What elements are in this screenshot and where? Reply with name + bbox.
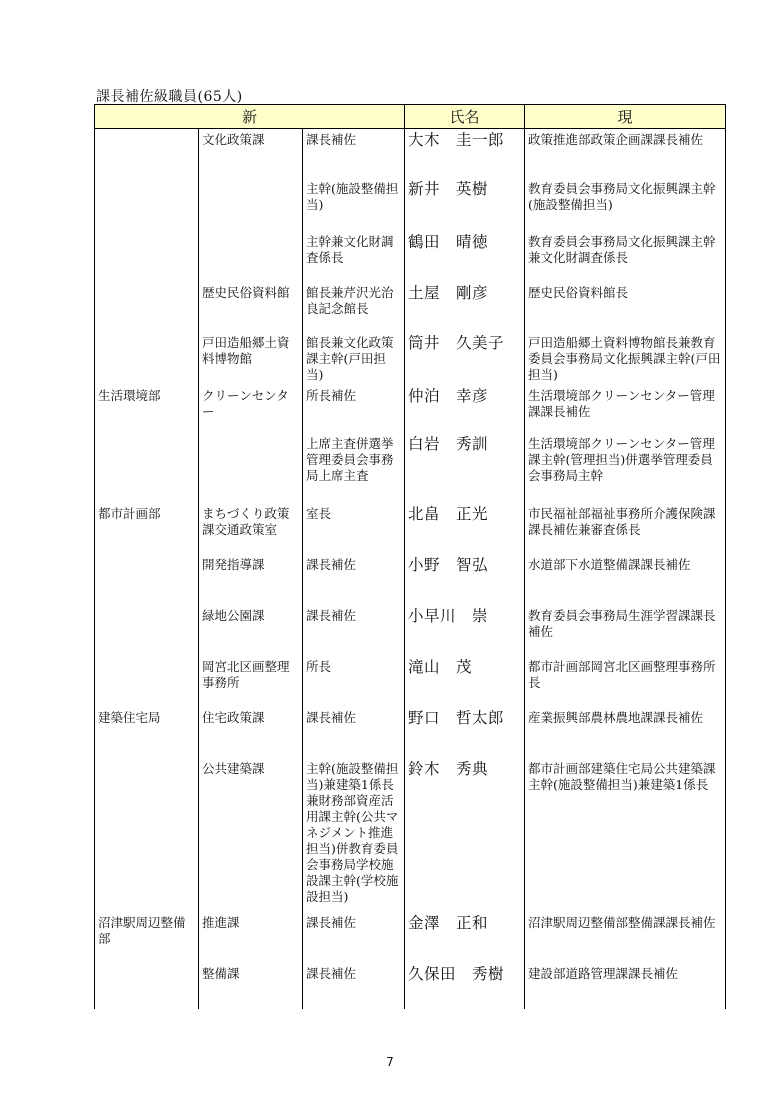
table-row xyxy=(95,758,726,912)
header-name: 氏名 xyxy=(405,105,525,129)
table-row xyxy=(95,178,726,231)
dept-cell: 建築住宅局 xyxy=(95,707,199,758)
name-cell: 小野 智弘 xyxy=(405,554,525,605)
current-post-cell: 都市計画部岡宮北区画整理事務所長 xyxy=(525,656,726,707)
table-row xyxy=(95,332,726,385)
position-cell: 課長補佐 xyxy=(303,912,405,963)
name-cell: 仲泊 幸彦 xyxy=(405,385,525,433)
section-cell: 文化政策課 xyxy=(199,129,303,178)
position-cell: 主幹(施設整備担当) xyxy=(303,178,405,231)
position-cell: 上席主査併選挙管理委員会事務局上席主査 xyxy=(303,433,405,503)
dept-cell xyxy=(95,656,199,707)
dept-cell xyxy=(95,129,199,178)
position-cell: 課長補佐 xyxy=(303,554,405,605)
section-cell: 整備課 xyxy=(199,963,303,1009)
header-new: 新 xyxy=(95,105,405,129)
section-cell xyxy=(199,178,303,231)
header-current: 現 xyxy=(525,105,726,129)
dept-cell xyxy=(95,963,199,1009)
section-cell: 岡宮北区画整理事務所 xyxy=(199,656,303,707)
section-cell: 戸田造船郷土資料博物館 xyxy=(199,332,303,385)
current-post-cell: 教育委員会事務局文化振興課主幹(施設整備担当) xyxy=(525,178,726,231)
position-cell: 主幹(施設整備担当)兼建築1係長兼財務部資産活用課主幹(公共マネジメント推進担当)併教育委員会事務局学校施設課主幹(学校施設担当) xyxy=(303,758,405,912)
table-row xyxy=(95,282,726,332)
table-row xyxy=(95,554,726,605)
current-post-cell: 都市計画部建築住宅局公共建築課主幹(施設整備担当)兼建築1係長 xyxy=(525,758,726,912)
current-post-cell: 生活環境部クリーンセンター管理課課長補佐 xyxy=(525,385,726,433)
name-cell: 滝山 茂 xyxy=(405,656,525,707)
name-cell: 鈴木 秀典 xyxy=(405,758,525,912)
section-cell: 公共建築課 xyxy=(199,758,303,912)
dept-cell xyxy=(95,433,199,503)
table-row xyxy=(95,963,726,1009)
section-cell: 開発指導課 xyxy=(199,554,303,605)
position-cell: 課長補佐 xyxy=(303,707,405,758)
position-cell: 課長補佐 xyxy=(303,129,405,178)
name-cell: 新井 英樹 xyxy=(405,178,525,231)
name-cell: 鶴田 晴徳 xyxy=(405,231,525,282)
dept-cell xyxy=(95,605,199,656)
name-cell: 久保田 秀樹 xyxy=(405,963,525,1009)
name-cell: 土屋 剛彦 xyxy=(405,282,525,332)
dept-cell xyxy=(95,282,199,332)
section-cell: 緑地公園課 xyxy=(199,605,303,656)
personnel-table xyxy=(94,104,726,1009)
dept-cell: 生活環境部 xyxy=(95,385,199,433)
current-post-cell: 政策推進部政策企画課課長補佐 xyxy=(525,129,726,178)
table-row xyxy=(95,433,726,503)
name-cell: 金澤 正和 xyxy=(405,912,525,963)
section-cell: まちづくり政策課交通政策室 xyxy=(199,503,303,554)
table-row xyxy=(95,912,726,963)
current-post-cell: 水道部下水道整備課課長補佐 xyxy=(525,554,726,605)
current-post-cell: 建設部道路管理課課長補佐 xyxy=(525,963,726,1009)
dept-cell xyxy=(95,332,199,385)
current-post-cell: 産業振興部農林農地課課長補佐 xyxy=(525,707,726,758)
name-cell: 野口 哲太郎 xyxy=(405,707,525,758)
dept-cell xyxy=(95,231,199,282)
current-post-cell: 教育委員会事務局生涯学習課課長補佐 xyxy=(525,605,726,656)
position-cell: 課長補佐 xyxy=(303,605,405,656)
section-cell: 歴史民俗資料館 xyxy=(199,282,303,332)
current-post-cell: 生活環境部クリーンセンター管理課主幹(管理担当)併選挙管理委員会事務局主幹 xyxy=(525,433,726,503)
dept-cell xyxy=(95,554,199,605)
table-row xyxy=(95,503,726,554)
dept-cell: 沼津駅周辺整備部 xyxy=(95,912,199,963)
current-post-cell: 教育委員会事務局文化振興課主幹兼文化財調査係長 xyxy=(525,231,726,282)
current-post-cell: 市民福祉部福祉事務所介護保険課課長補佐兼審査係長 xyxy=(525,503,726,554)
name-cell: 筒井 久美子 xyxy=(405,332,525,385)
section-cell xyxy=(199,231,303,282)
position-cell: 館長兼芹沢光治良記念館長 xyxy=(303,282,405,332)
section-cell: 推進課 xyxy=(199,912,303,963)
section-cell xyxy=(199,433,303,503)
position-cell: 課長補佐 xyxy=(303,963,405,1009)
table-row xyxy=(95,231,726,282)
section-cell: 住宅政策課 xyxy=(199,707,303,758)
current-post-cell: 歴史民俗資料館長 xyxy=(525,282,726,332)
position-cell: 所長 xyxy=(303,656,405,707)
page-number: 7 xyxy=(386,1055,394,1069)
current-post-cell: 沼津駅周辺整備部整備課課長補佐 xyxy=(525,912,726,963)
position-cell: 室長 xyxy=(303,503,405,554)
table-row xyxy=(95,385,726,433)
name-cell: 北畠 正光 xyxy=(405,503,525,554)
position-cell: 主幹兼文化財調査係長 xyxy=(303,231,405,282)
dept-cell: 都市計画部 xyxy=(95,503,199,554)
position-cell: 館長兼文化政策課主幹(戸田担当) xyxy=(303,332,405,385)
table-row xyxy=(95,129,726,178)
table-row xyxy=(95,707,726,758)
current-post-cell: 戸田造船郷土資料博物館長兼教育委員会事務局文化振興課主幹(戸田担当) xyxy=(525,332,726,385)
name-cell: 大木 圭一郎 xyxy=(405,129,525,178)
dept-cell xyxy=(95,178,199,231)
position-cell: 所長補佐 xyxy=(303,385,405,433)
name-cell: 小早川 崇 xyxy=(405,605,525,656)
table-header-row xyxy=(95,105,726,129)
section-cell: クリーンセンター xyxy=(199,385,303,433)
table-row xyxy=(95,605,726,656)
name-cell: 白岩 秀訓 xyxy=(405,433,525,503)
dept-cell xyxy=(95,758,199,912)
table-row xyxy=(95,656,726,707)
page-title: 課長補佐級職員(65人) xyxy=(96,89,243,105)
